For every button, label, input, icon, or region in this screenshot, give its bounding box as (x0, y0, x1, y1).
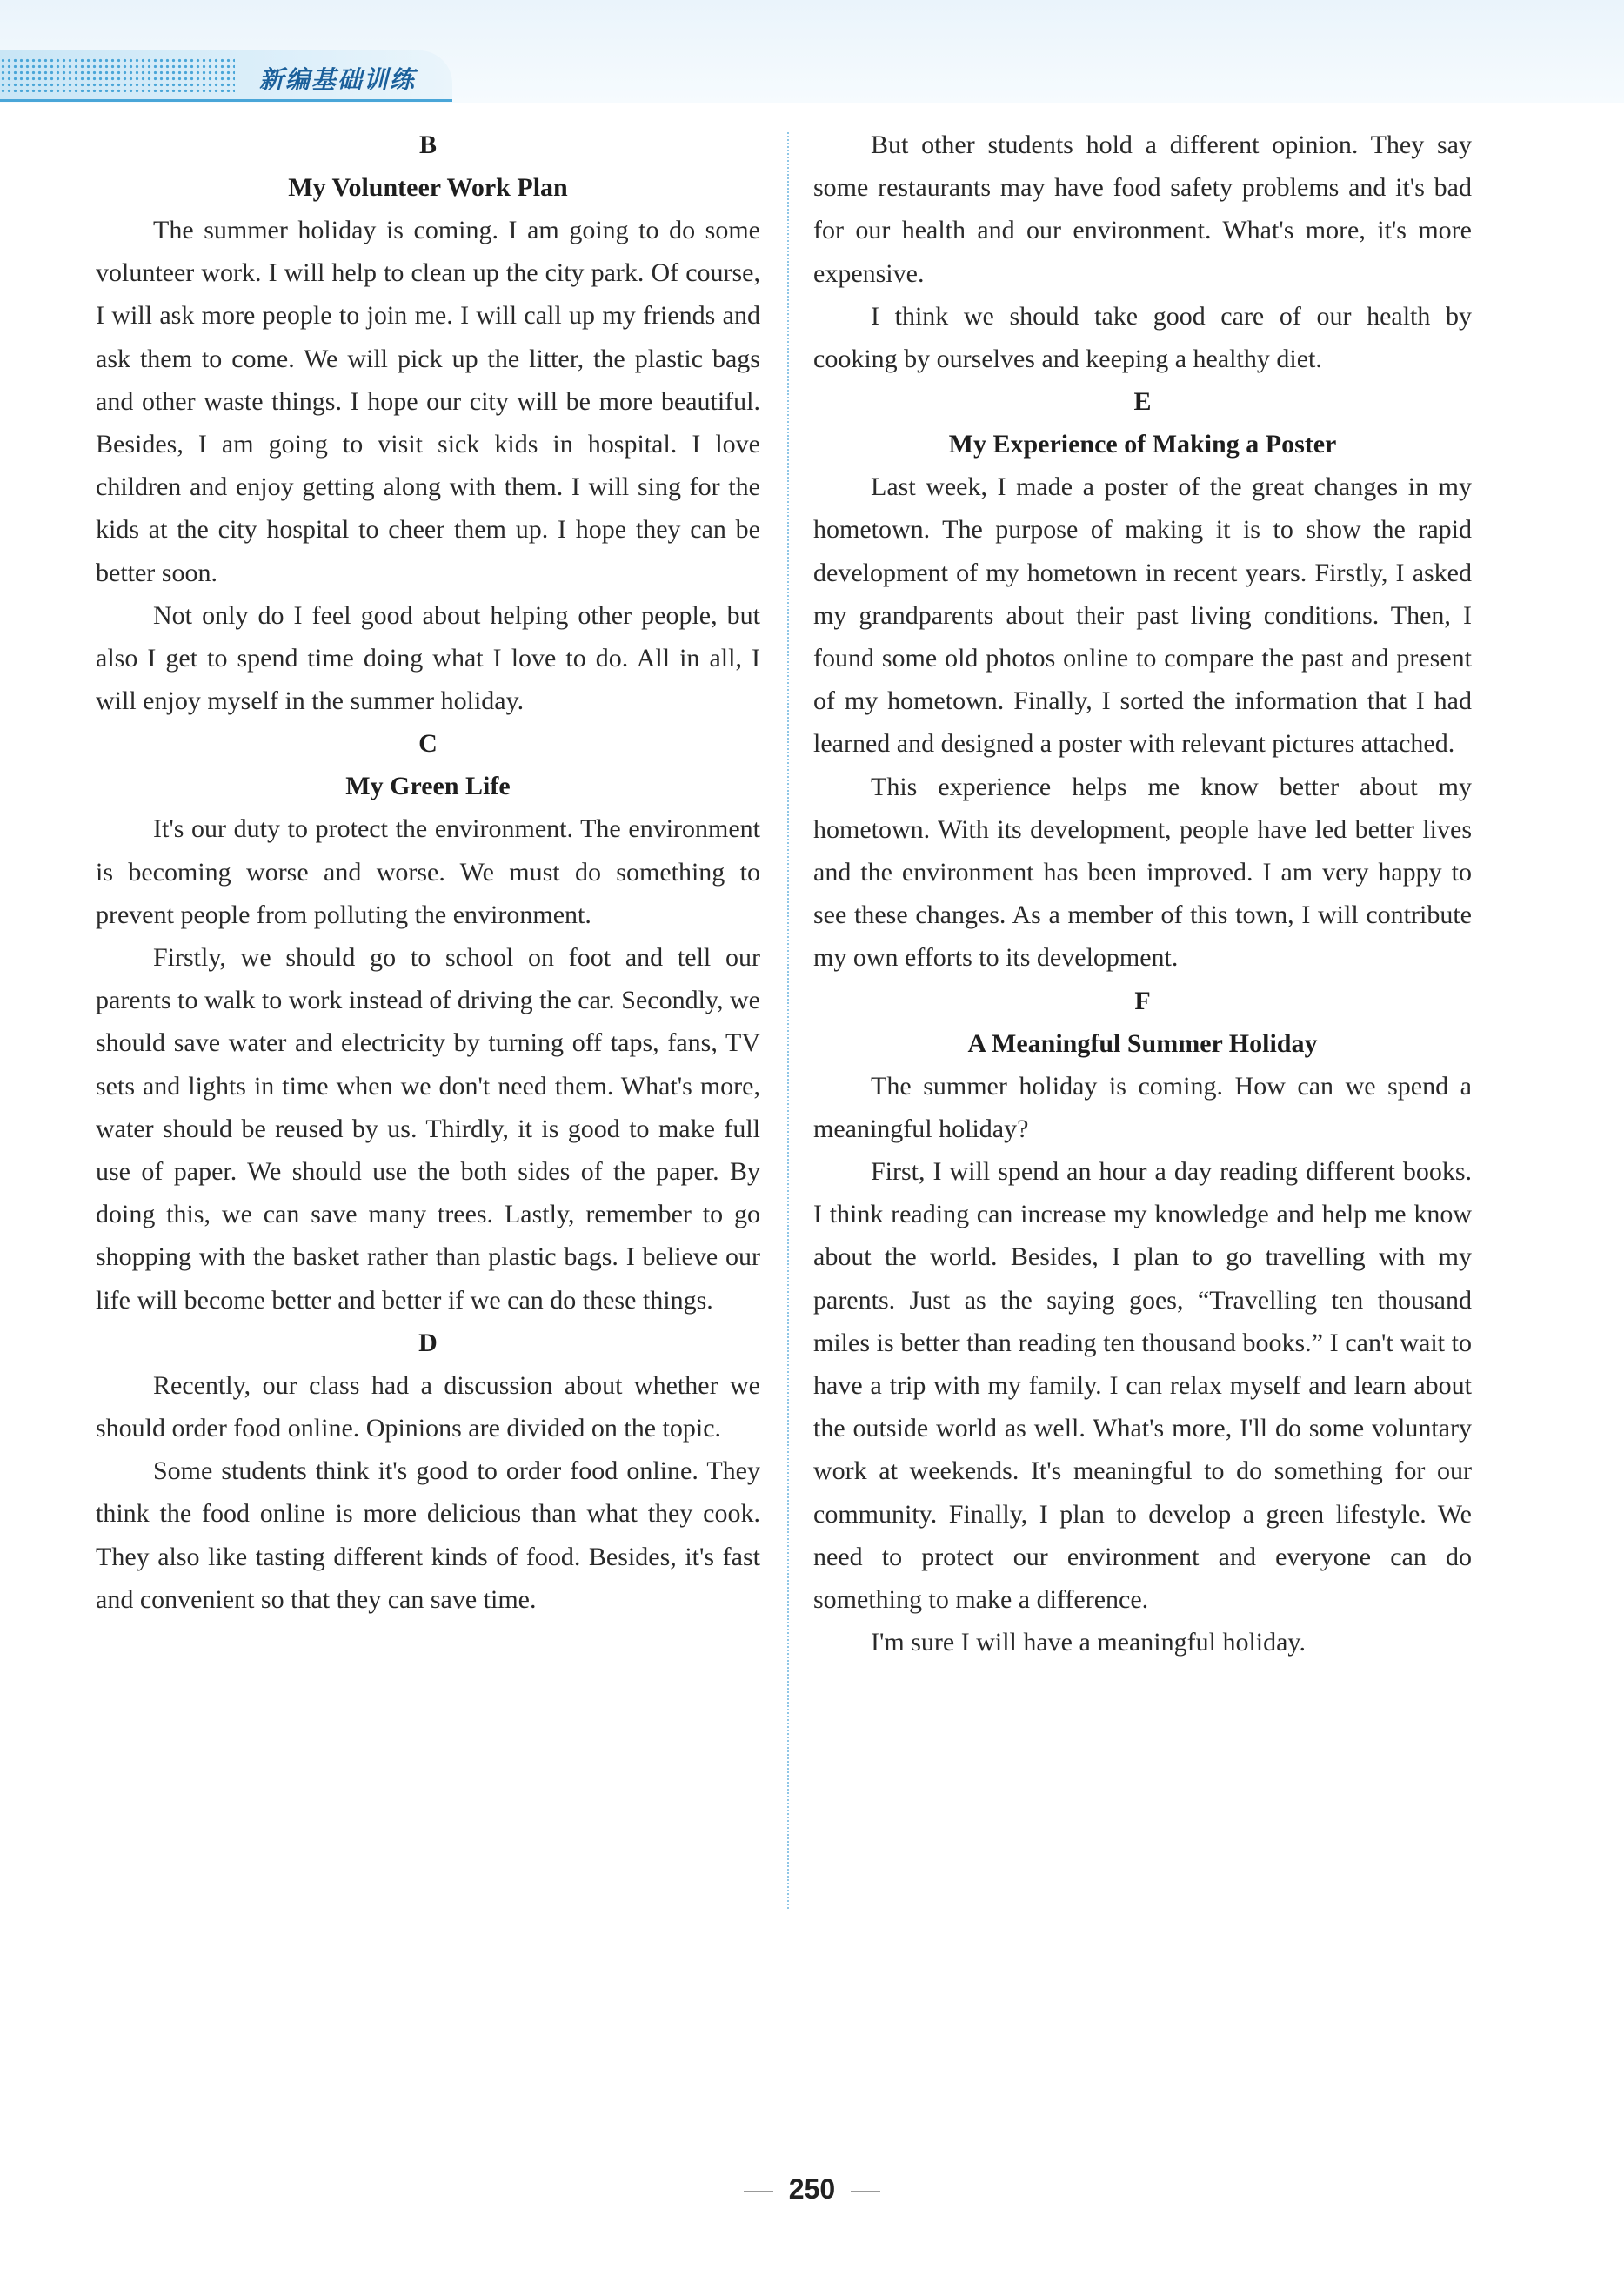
section-title: My Green Life (345, 772, 511, 801)
paragraph: I'm sure I will have a meaningful holiday. (871, 1628, 1306, 1657)
section-letter: F (1134, 986, 1151, 1015)
paragraph: The summer holiday is coming. How can we spend a meaningful holiday? (813, 1071, 1472, 1143)
header-dot-pattern (0, 57, 235, 92)
section-title: A Meaningful Summer Holiday (967, 1028, 1318, 1058)
paragraph: Last week, I made a poster of the great changes in my hometown. The purpose of making it is to show the rapid development of my hometown in recent years. Firstly, I asked my grandparents about their past living conditions. Then, I found some old photos online to compare the past and present of my hometown. Finally, I sorted the information that I had learned and designed a poster with relevant pictures attached. (813, 472, 1472, 759)
section-d (96, 1322, 760, 1621)
page-number: 250 (788, 2173, 836, 2205)
header-title: 新编基础训练 (259, 65, 417, 94)
section-c (96, 722, 760, 1321)
paragraph: I think we should take good care of our health by cooking by ourselves and keeping a healthy diet. (813, 301, 1472, 374)
left-column (96, 124, 760, 1621)
section-letter: B (418, 131, 437, 159)
section-letter: C (418, 729, 438, 759)
section-letter: D (418, 1328, 438, 1357)
paragraph: Firstly, we should go to school on foot and tell our parents to walk to work instead of driving the car. Secondly, we should save water and electricity by turning off taps, fans, TV sets and lights in time when we don't need them. What's more, water should be reused by us. Thirdly, it is good to make full use of paper. We should use the both sides of the paper. By doing this, we can save many trees. Lastly, remember to go shopping with the basket rather than plastic bags. I believe our life will become better and better if we can do these things. (96, 943, 760, 1315)
section-d-continued (813, 124, 1472, 380)
section-title: My Experience of Making a Poster (948, 430, 1337, 459)
paragraph: Not only do I feel good about helping other people, but also I get to spend time doing what I love to do. All in all, I will enjoy myself in the summer holiday. (96, 600, 760, 716)
page-number-dash (851, 2191, 880, 2192)
paragraph: Some students think it's good to order food online. They think the food online is more delicious than what they cook. They also like tasting different kinds of food. Besides, it's fast and convenient so that they can save time. (96, 1456, 760, 1614)
section-b (96, 124, 760, 722)
right-column (813, 124, 1472, 1664)
paragraph: The summer holiday is coming. I am going to do some volunteer work. I will help to clean up the city park. Of course, I will ask more people to join me. I will call up my friends and ask them to come. We will pick up the litter, the plastic bags and other waste things. I hope our city will be more beautiful. Besides, I am going to visit sick kids in hospital. I love children and enjoy getting along with them. I will sing for the kids at the city hospital to cheer them up. I hope they can be better soon. (96, 216, 760, 587)
section-letter: E (1133, 387, 1152, 417)
section-e (813, 380, 1472, 979)
section-title: My Volunteer Work Plan (288, 173, 568, 202)
section-f (813, 980, 1472, 1664)
paragraph: But other students hold a different opinion. They say some restaurants may have food safety problems and it's bad for our health and our environment. What's more, it's more expensive. (813, 131, 1472, 288)
paragraph: This experience helps me know better about my hometown. With its development, people have led better lives and the environment has been improved. I am very happy to see these changes. As a member of this town, I will contribute my own efforts to its development. (813, 772, 1472, 973)
paragraph: First, I will spend an hour a day reading different books. I think reading can increase my knowledge and help me know about the world. Besides, I plan to go travelling with my parents. Just as the saying goes, “Travelling ten thousand miles is better than reading ten thousand books.” I can't wait to have a trip with my family. I can relax myself and learn about the outside world as well. What's more, I'll do some voluntary work at weekends. It's meaningful to do something for our community. Finally, I plan to develop a green lifestyle. We need to protect our environment and everyone can do something to make a difference. (813, 1157, 1472, 1615)
column-divider (787, 132, 789, 1909)
paragraph: Recently, our class had a discussion about whether we should order food online. Opinions are divided on the topic. (96, 1370, 760, 1443)
page-number-footer (0, 2173, 1624, 2206)
paragraph: It's our duty to protect the environment. The environment is becoming worse and worse. We must do something to prevent people from polluting the environment. (96, 814, 760, 929)
page-number-dash (744, 2191, 773, 2192)
